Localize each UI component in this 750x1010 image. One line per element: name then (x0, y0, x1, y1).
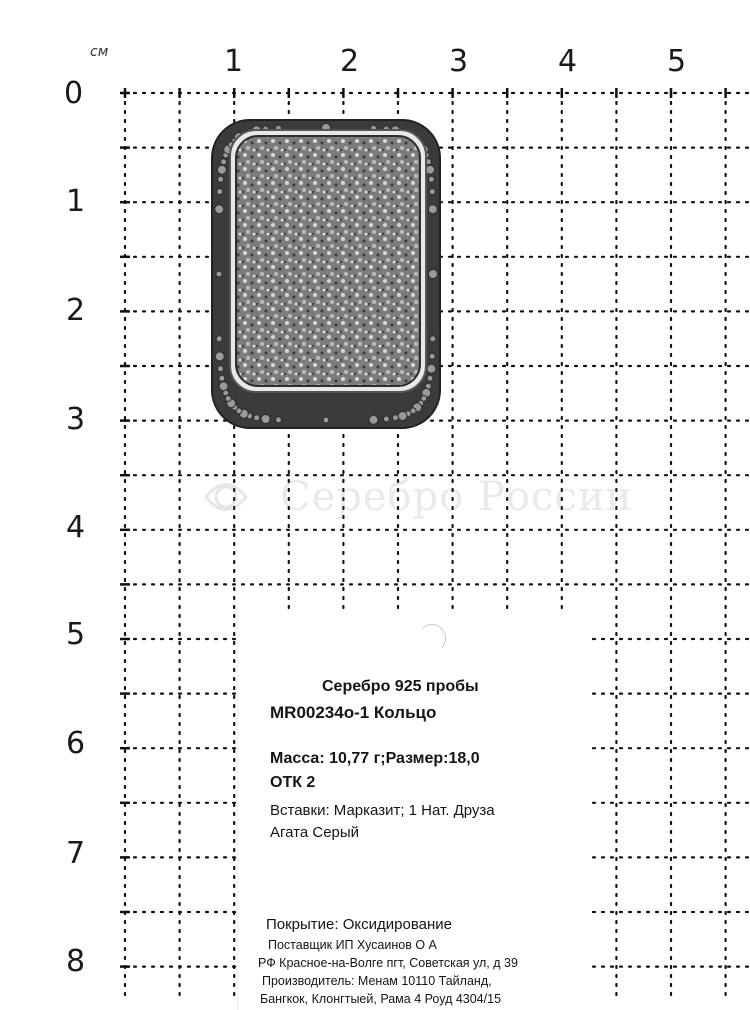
tag-inserts-line2: Агата Серый (270, 824, 360, 841)
watermark-text: Серебро России (280, 474, 634, 520)
left-number-2: 2 (66, 293, 86, 328)
watermark-logo (196, 472, 256, 522)
top-number-4: 4 (558, 44, 578, 79)
tag-metal: Серебро 925 пробы (322, 678, 479, 695)
left-number-7: 7 (66, 836, 86, 871)
tag-inserts-line1: Вставки: Марказит; 1 Нат. Друза (270, 802, 495, 819)
tag-mass-size: Масса: 10,77 г;Размер:18,0 (270, 750, 480, 767)
agate-druzy-stone (236, 136, 420, 386)
left-number-5: 5 (66, 617, 86, 652)
product-tag (238, 610, 588, 1010)
tag-address: РФ Красное-на-Волге пгт, Советская ул, д 39 (258, 956, 518, 970)
left-number-0: 0 (64, 76, 84, 111)
ring-image (200, 110, 450, 440)
top-number-5: 5 (667, 44, 687, 79)
top-number-2: 2 (340, 44, 360, 79)
tag-article: MR00234о-1 Кольцо (270, 703, 437, 722)
left-number-4: 4 (66, 510, 86, 545)
left-number-8: 8 (66, 944, 86, 979)
top-number-1: 1 (224, 44, 244, 79)
left-number-1: 1 (66, 184, 86, 219)
left-number-3: 3 (66, 402, 86, 437)
unit-label: см (90, 44, 109, 60)
tag-string (418, 624, 446, 652)
tag-otk: ОТК 2 (270, 774, 316, 791)
tag-manufacturer: Производитель: Менам 10110 Тайланд, (262, 974, 492, 988)
tag-manufacturer-address: Бангкок, Клонгтыей, Рама 4 Роуд 4304/15 (260, 992, 502, 1006)
tag-coating: Покрытие: Оксидирование (266, 916, 452, 933)
left-number-6: 6 (66, 726, 86, 761)
tag-supplier: Поставщик ИП Хусаинов О А (268, 938, 437, 952)
top-number-3: 3 (449, 44, 469, 79)
